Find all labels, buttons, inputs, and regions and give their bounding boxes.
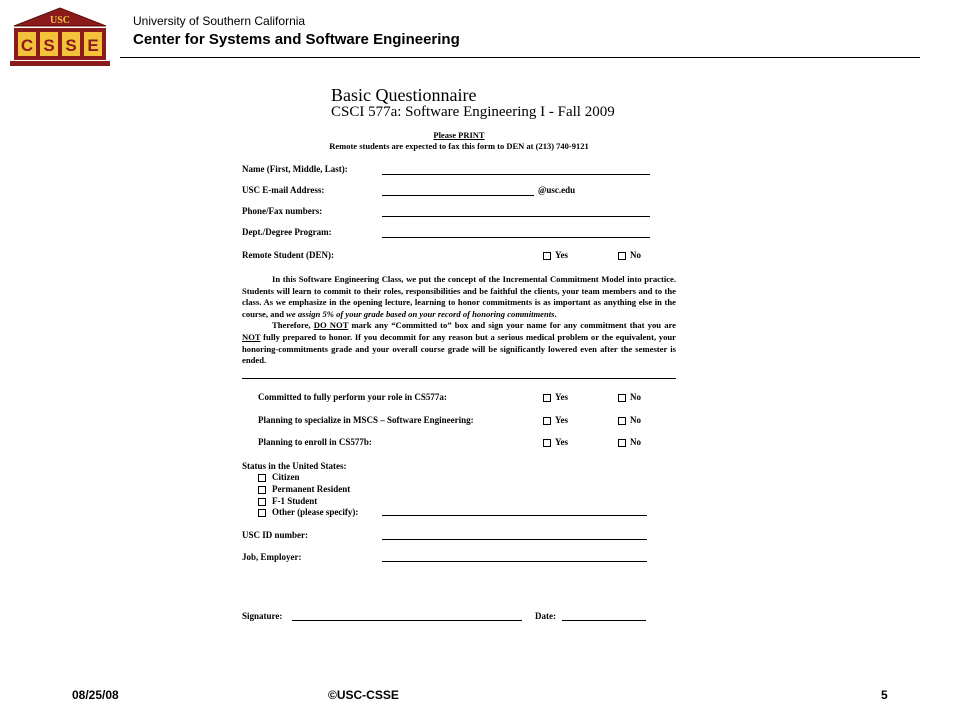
commit-2-yes-label: Yes [555,415,568,425]
status-f1-label: F-1 Student [272,496,318,506]
para2-not: NOT [242,331,261,342]
para2-a: Therefore, [272,320,314,331]
svg-text:USC: USC [49,15,71,26]
remote-yes-label: Yes [555,250,568,260]
para1-text: In this Software Engineering Class, we put the concept of the Incremental Commitment Model into practice. Students will learn to commit to their roles, responsibilities and be faithful the clients, your team members and to the class. As we emphasize in the opening lecture, learning to honor commitments is as important as anything else in the course, and [242,274,676,319]
para1-end: . [554,308,557,319]
commit-3-no-checkbox [618,439,626,447]
status-other-line [382,515,647,516]
phone-label: Phone/Fax numbers: [242,206,323,216]
footer-copyright: ©USC-CSSE [328,688,399,702]
form-title: Basic Questionnaire [331,85,477,105]
status-permanent-resident [258,484,350,494]
commit-1-no-checkbox [618,394,626,402]
commitment-paragraph [242,274,676,367]
date-label: Date: [535,611,556,621]
svg-text:S: S [65,36,77,55]
status-pr-label: Permanent Resident [272,484,351,494]
header-rule [120,57,920,58]
paragraph-rule [242,378,676,379]
commit-3-yes-checkbox [543,439,551,447]
commit-1-no-label: No [630,392,641,402]
commit-2-no-checkbox [618,417,626,425]
name-line [382,174,650,175]
status-f1-checkbox [258,498,266,506]
para2-e: fully prepared to honor. If you decommit for any reason but a serious medical problem or the equivalent, your honoring-commitments grade and your overall course grade will be significantly lowered even after the semester is ended. [242,331,676,366]
usc-csse-logo [8,6,112,70]
svg-text:E: E [87,36,99,55]
commit-3-label: Planning to enroll in CS577b: [258,437,372,447]
commit-1-label: Committed to fully perform your role in CS577a: [258,392,447,402]
commit-3-yes-label: Yes [555,437,568,447]
status-other-label: Other (please specify): [272,507,359,517]
commit-1-yes-checkbox [543,394,551,402]
remote-no-label: No [630,250,641,260]
commit-2-yes-checkbox [543,417,551,425]
date-line [562,620,646,621]
dept-label: Dept./Degree Program: [242,227,332,237]
para2-c: mark any “Committed to” box and sign your name for any commitment that you are [348,320,676,331]
usc-id-label: USC ID number: [242,530,309,540]
status-pr-checkbox [258,486,266,494]
para2-do-not: DO NOT [313,320,349,331]
footer-date: 08/25/08 [72,688,119,702]
name-label: Name (First, Middle, Last): [242,164,348,174]
commit-2-label: Planning to specialize in MSCS – Software Engineering: [258,415,474,425]
usc-id-line [382,539,647,540]
center-name: Center for Systems and Software Engineering [133,31,460,48]
status-other-checkbox [258,509,266,517]
remote-no-checkbox [618,252,626,260]
commit-1-yes-label: Yes [555,392,568,402]
commit-2-no-label: No [630,415,641,425]
email-suffix: @usc.edu [538,185,576,195]
remote-label: Remote Student (DEN): [242,250,334,260]
print-note: Please PRINT [433,130,485,140]
email-label: USC E-mail Address: [242,185,325,195]
status-citizen-label: Citizen [272,472,300,482]
dept-line [382,237,650,238]
questionnaire-image [240,80,678,625]
svg-text:C: C [20,36,34,55]
signature-label: Signature: [242,611,283,621]
signature-line [292,620,522,621]
job-label: Job, Employer: [242,552,302,562]
remote-note: Remote students are expected to fax this form to DEN at (213) 740-9121 [329,141,589,151]
email-line [382,195,534,196]
remote-yes-checkbox [543,252,551,260]
commit-3-no-label: No [630,437,641,447]
para1-italic: we assign 5% of your grade based on your record of honoring commitments [286,308,555,319]
status-f1-student [258,496,317,506]
form-subtitle: CSCI 577a: Software Engineering I - Fall 2009 [331,104,615,120]
status-label: Status in the United States: [242,461,347,471]
job-line [382,561,647,562]
svg-text:S: S [43,36,55,55]
university-name: University of Southern California [133,14,306,28]
status-citizen-checkbox [258,474,266,482]
footer-page-number: 5 [881,688,888,702]
status-citizen [258,472,300,482]
phone-line [382,216,650,217]
status-other [258,507,358,517]
